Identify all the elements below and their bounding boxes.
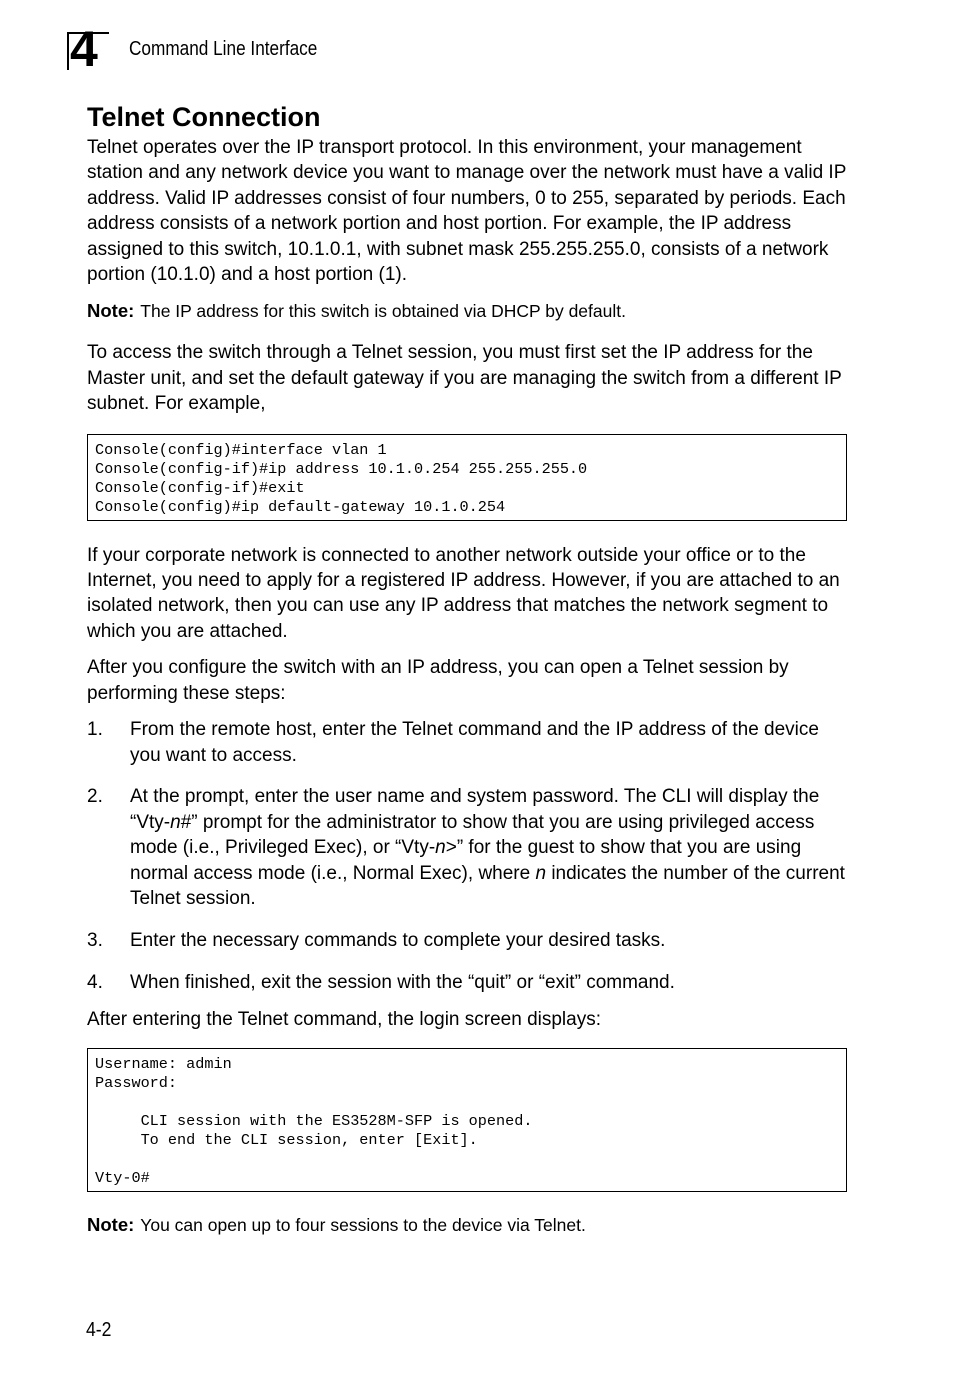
step-text-part: >” for the guest to show that you are using normal access mode (i.e., Normal Exec), where [130, 837, 802, 884]
step-text-part: indicates the number of the current Telnet session. [130, 862, 845, 910]
step-text-italic: n [170, 811, 181, 833]
login-code-block: Username: admin Password: CLI session with the ES3528M-SFP is opened. To end the CLI session, enter [Exit]. Vty-0# [87, 1048, 847, 1192]
access-paragraph: To access the switch through a Telnet session, you must first set the IP address for the Master unit, and set the default gateway if you are managing the switch from a different IP subnet. For example, [87, 342, 842, 415]
note-sessions [87, 1213, 847, 1237]
step-text-italic: n [435, 837, 446, 859]
intro-paragraph: Telnet operates over the IP transport protocol. In this environment, your management station and any network device you want to manage over the network must have a valid IP address. Valid IP addresses consist of four numbers, 0 to 255, separated by periods. Each address consists of a network portion and host portion. For example, the IP address assigned to this switch, 10.1.0.1, with subnet mask 255.255.255.0, consists of a network portion (10.1.0) and a host portion (1). [87, 137, 847, 286]
list-item [87, 928, 847, 953]
running-header-title: Command Line Interface [129, 38, 318, 60]
step-number: 1. [87, 719, 103, 741]
config-code-block: Console(config)#interface vlan 1 Console(config-if)#ip address 10.1.0.254 255.255.255.0 Console(config-if)#exit Console(config)#ip default-gateway 10.1.0.254 [87, 434, 847, 521]
note-dhcp-text: The IP address for this switch is obtained via DHCP by default. [140, 301, 626, 322]
list-item [87, 970, 847, 995]
corporate-paragraph: If your corporate network is connected to another network outside your office or to the Internet, you need to apply for a registered IP address. However, if you are attached to an isolated network, then you can use any IP address that matches the network segment to which you are attached. [87, 544, 840, 642]
note-sessions-text: You can open up to four sessions to the device via Telnet. [140, 1215, 586, 1236]
step-number: 4. [87, 971, 103, 993]
chapter-number: 4 [70, 21, 98, 77]
step-text-italic: n [535, 862, 547, 884]
list-item [87, 717, 847, 768]
step-number: 3. [87, 929, 103, 951]
after-command-paragraph: After entering the Telnet command, the login screen displays: [87, 1008, 601, 1030]
steps-list [87, 717, 847, 995]
step-text-part: At the prompt, enter the user name and system password. The CLI will display the “Vty- [130, 786, 820, 833]
step-text [130, 786, 845, 909]
step-text: Enter the necessary commands to complete your desired tasks. [130, 929, 666, 951]
page-number: 4-2 [86, 1319, 112, 1341]
step-number: 2. [87, 786, 103, 808]
step-text-part: #” prompt for the administrator to show that you are using privileged access mode (i.e., Privileged Exec), or “Vty- [130, 811, 815, 859]
list-item [87, 784, 847, 911]
note-dhcp [87, 299, 847, 323]
page-content [87, 100, 847, 1237]
note-label: Note: [87, 1214, 135, 1236]
note-label: Note: [87, 300, 135, 322]
step-text: When finished, exit the session with the “quit” or “exit” command. [130, 971, 675, 993]
after-config-paragraph: After you configure the switch with an IP address, you can open a Telnet session by performing these steps: [87, 657, 789, 704]
step-text: From the remote host, enter the Telnet command and the IP address of the device you want to access. [130, 719, 819, 766]
section-title: Telnet Connection [87, 102, 321, 132]
